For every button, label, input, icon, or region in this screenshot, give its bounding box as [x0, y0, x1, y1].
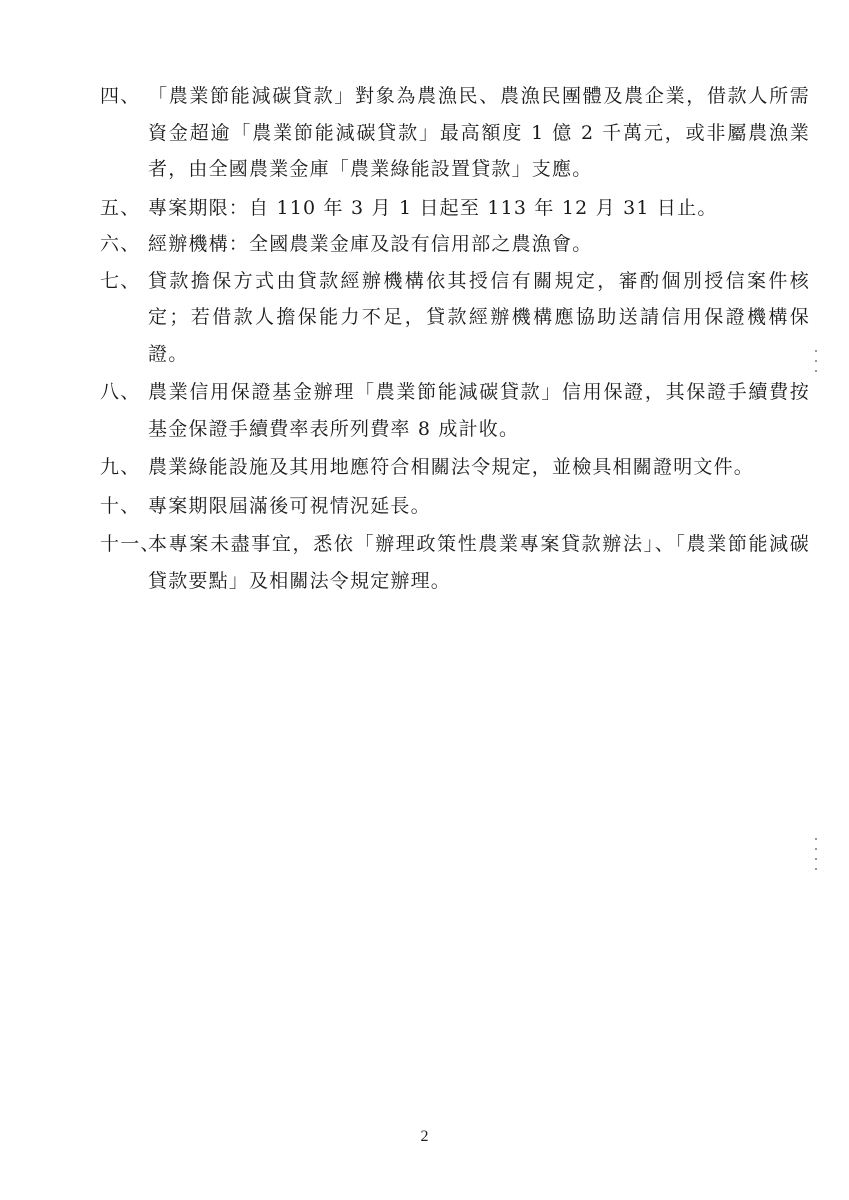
provision-list [100, 78, 810, 599]
provision-number: 五、 [100, 196, 141, 219]
scan-speck [815, 848, 817, 850]
scan-speck [815, 350, 817, 352]
provision-text: 「農業節能減碳貸款」對象為農漁民、農漁民團體及農企業，借款人所需資金超逾「農業節能減碳貸款」最高額度 1 億 2 千萬元，或非屬農漁業者，由全國農業金庫「農業綠能設置貸款」支應。 [148, 85, 810, 180]
scan-speck [815, 360, 817, 362]
provision-item [100, 526, 810, 599]
provision-text: 農業信用保證基金辦理「農業節能減碳貸款」信用保證，其保證手續費按基金保證手續費率表所列費率 8 成計收。 [148, 381, 810, 440]
provision-text: 貸款擔保方式由貸款經辦機構依其授信有關規定，審酌個別授信案件核定；若借款人擔保能力不足，貸款經辦機構應協助送請信用保證機構保證。 [148, 269, 810, 365]
provision-number: 四、 [100, 85, 141, 107]
provision-item [100, 449, 810, 486]
provision-text: 農業綠能設施及其用地應符合相關法令規定，並檢具相關證明文件。 [148, 456, 755, 478]
provision-item [100, 263, 810, 373]
scan-speck [815, 868, 817, 870]
provision-item [100, 190, 810, 227]
provision-text: 本專案未盡事宜，悉依「辦理政策性農業專案貸款辦法」、「農業節能減碳貸款要點」及相關法令規定辦理。 [148, 533, 810, 592]
scan-speck [815, 858, 817, 860]
provision-number: 九、 [100, 456, 141, 478]
provision-number: 六、 [100, 233, 141, 255]
provision-text: 專案期限屆滿後可視情況延長。 [148, 494, 431, 517]
provision-text: 專案期限：自 110 年 3 月 1 日起至 113 年 12 月 31 日止。 [148, 196, 718, 219]
provision-number: 十、 [100, 494, 141, 517]
scan-specks-top [815, 350, 819, 380]
provision-item [100, 78, 810, 188]
scan-specks-bottom [815, 838, 819, 878]
provision-number: 七、 [100, 269, 141, 292]
provision-item [100, 226, 810, 263]
provision-number: 十一、 [100, 533, 161, 555]
provision-item [100, 374, 810, 447]
provision-number: 八、 [100, 381, 141, 403]
scan-speck [815, 370, 817, 372]
provision-item [100, 488, 810, 525]
scan-speck [815, 838, 817, 840]
provision-text: 經辦機構：全國農業金庫及設有信用部之農漁會。 [148, 233, 593, 255]
page-number: 2 [420, 1128, 429, 1145]
